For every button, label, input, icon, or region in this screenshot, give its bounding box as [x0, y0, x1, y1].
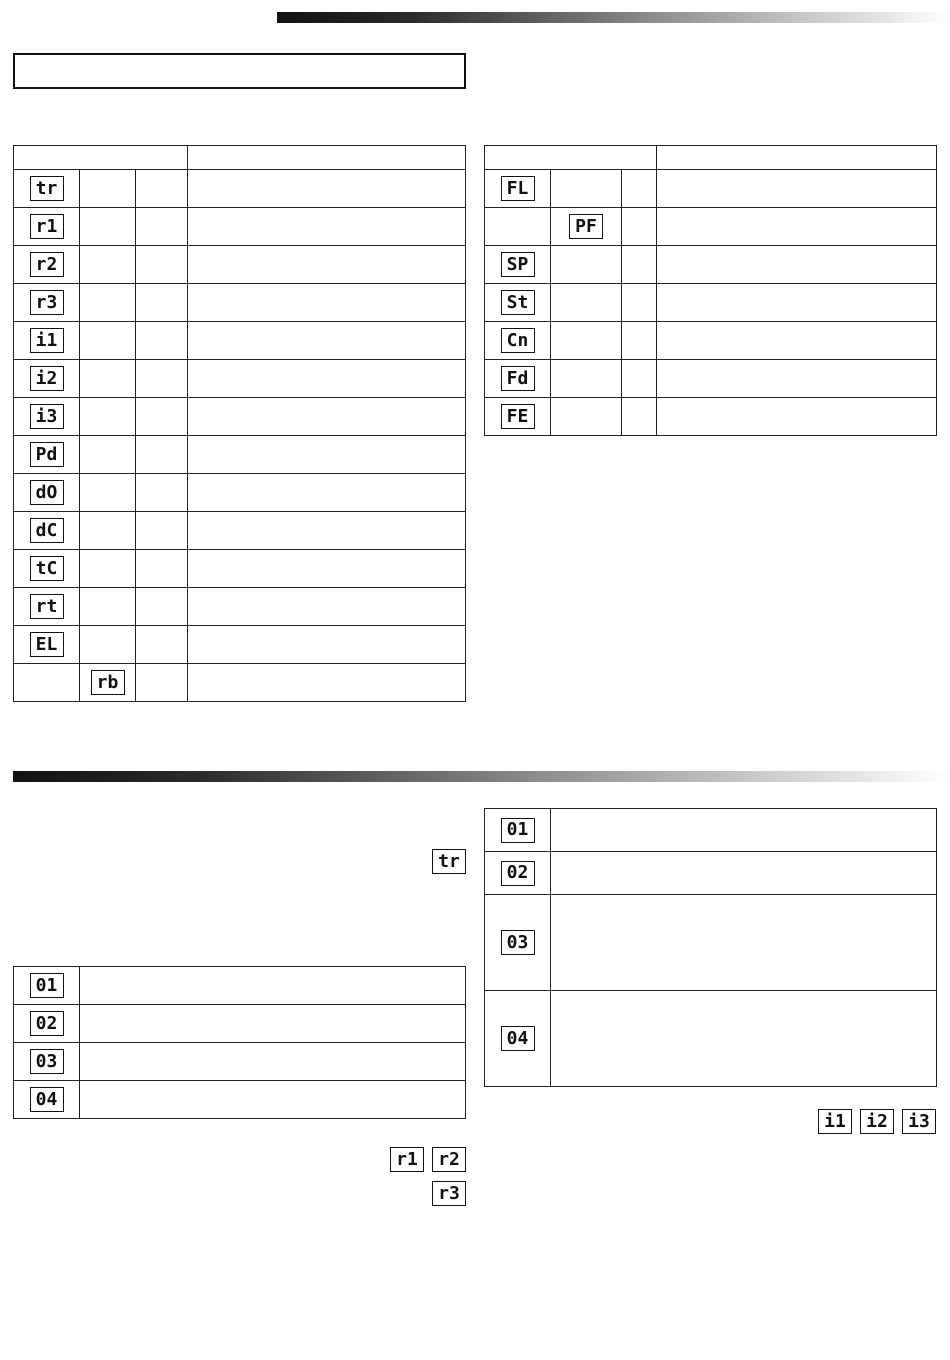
table-row	[14, 1005, 466, 1043]
description-cell	[188, 246, 466, 284]
code-cell	[551, 284, 622, 322]
code-cell	[136, 474, 188, 512]
code-cell	[485, 895, 551, 991]
code-cell	[80, 626, 136, 664]
code-cell	[485, 208, 551, 246]
code-cell	[14, 284, 80, 322]
table-row	[14, 284, 466, 322]
code-cell	[551, 170, 622, 208]
display-code-i3-icon: i3	[902, 1109, 936, 1134]
description-cell	[551, 809, 937, 852]
table-row	[14, 626, 466, 664]
option-table-large	[484, 808, 937, 1087]
code-cell	[14, 436, 80, 474]
table-header-row	[14, 146, 466, 170]
code-cell	[136, 208, 188, 246]
code-cell	[80, 284, 136, 322]
table-row	[14, 360, 466, 398]
description-cell	[657, 284, 937, 322]
description-cell	[657, 246, 937, 284]
code-cell	[14, 588, 80, 626]
code-cell	[80, 588, 136, 626]
description-cell	[188, 512, 466, 550]
description-cell	[657, 322, 937, 360]
header-cell	[657, 146, 937, 170]
code-cell	[14, 1081, 80, 1119]
code-cell	[136, 588, 188, 626]
description-cell	[80, 1081, 466, 1119]
display-code-icon: i3	[30, 404, 64, 429]
description-cell	[80, 1005, 466, 1043]
code-cell	[136, 550, 188, 588]
title-box	[13, 53, 466, 89]
table-row	[485, 322, 937, 360]
code-cell	[80, 550, 136, 588]
display-code-icon: FE	[501, 404, 535, 429]
code-cell	[80, 170, 136, 208]
display-code-icon: 02	[30, 1011, 64, 1036]
table-row	[14, 967, 466, 1005]
code-cell	[485, 991, 551, 1087]
code-cell	[136, 170, 188, 208]
display-code-icon: SP	[501, 252, 535, 277]
display-code-tr-icon: tr	[432, 849, 466, 874]
display-code-icon: r1	[30, 214, 64, 239]
table-row	[485, 895, 937, 991]
code-cell	[14, 626, 80, 664]
description-cell	[551, 852, 937, 895]
display-code-icon: i1	[30, 328, 64, 353]
display-code-r2-icon: r2	[432, 1147, 466, 1172]
table-row	[485, 852, 937, 895]
code-cell	[485, 398, 551, 436]
table-row	[14, 436, 466, 474]
display-code-icon: rt	[30, 594, 64, 619]
code-cell	[14, 398, 80, 436]
code-cell	[551, 208, 622, 246]
code-cell	[14, 1005, 80, 1043]
display-code-i2-icon: i2	[860, 1109, 894, 1134]
code-cell	[551, 398, 622, 436]
description-cell	[188, 208, 466, 246]
code-cell	[136, 398, 188, 436]
display-code-icon: 01	[30, 973, 64, 998]
display-code-icon: Fd	[501, 366, 535, 391]
code-cell	[80, 360, 136, 398]
description-cell	[188, 664, 466, 702]
display-code-icon: r3	[30, 290, 64, 315]
description-cell	[188, 436, 466, 474]
display-code-icon: 04	[501, 1026, 535, 1051]
display-code-icon: 01	[501, 818, 535, 843]
table-row	[485, 991, 937, 1087]
table-row	[485, 208, 937, 246]
code-cell	[14, 208, 80, 246]
display-code-icon: 02	[501, 861, 535, 886]
description-cell	[657, 170, 937, 208]
description-cell	[188, 322, 466, 360]
table-row	[14, 1081, 466, 1119]
code-cell	[14, 664, 80, 702]
table-row	[14, 1043, 466, 1081]
header-cell	[485, 146, 657, 170]
display-code-icon: Pd	[30, 442, 64, 467]
code-cell	[485, 360, 551, 398]
code-cell	[80, 322, 136, 360]
display-code-icon: 03	[501, 930, 535, 955]
code-cell	[14, 550, 80, 588]
code-cell	[622, 246, 657, 284]
display-code-icon: tC	[30, 556, 64, 581]
code-cell	[485, 322, 551, 360]
code-cell	[14, 474, 80, 512]
description-cell	[188, 588, 466, 626]
description-cell	[657, 208, 937, 246]
code-cell	[80, 398, 136, 436]
display-code-i1-icon: i1	[818, 1109, 852, 1134]
description-cell	[188, 474, 466, 512]
table-row	[485, 398, 937, 436]
table-row	[14, 246, 466, 284]
display-code-icon: EL	[30, 632, 64, 657]
code-cell	[80, 208, 136, 246]
code-cell	[551, 246, 622, 284]
code-cell	[80, 474, 136, 512]
display-code-icon: rb	[91, 670, 125, 695]
code-cell	[622, 170, 657, 208]
description-cell	[188, 626, 466, 664]
display-code-icon: tr	[30, 176, 64, 201]
table-row	[485, 809, 937, 852]
code-cell	[136, 664, 188, 702]
code-cell	[136, 626, 188, 664]
code-cell	[551, 322, 622, 360]
code-cell	[485, 852, 551, 895]
code-cell	[136, 512, 188, 550]
display-code-icon: St	[501, 290, 535, 315]
description-cell	[551, 991, 937, 1087]
table-row	[14, 398, 466, 436]
table-row	[14, 588, 466, 626]
description-cell	[551, 895, 937, 991]
description-cell	[188, 284, 466, 322]
code-cell	[80, 512, 136, 550]
code-cell	[136, 246, 188, 284]
table-header-row	[485, 146, 937, 170]
display-code-r1-icon: r1	[390, 1147, 424, 1172]
code-cell	[622, 208, 657, 246]
header-cell	[188, 146, 466, 170]
display-code-icon: PF	[569, 214, 603, 239]
table-row	[14, 170, 466, 208]
option-table-small	[13, 966, 466, 1119]
table-row	[485, 246, 937, 284]
display-code-icon: 03	[30, 1049, 64, 1074]
display-code-icon: Cn	[501, 328, 535, 353]
display-code-icon: dC	[30, 518, 64, 543]
code-cell	[14, 170, 80, 208]
code-cell	[14, 512, 80, 550]
display-code-icon: i2	[30, 366, 64, 391]
display-code-icon: 04	[30, 1087, 64, 1112]
description-cell	[188, 398, 466, 436]
table-row	[14, 208, 466, 246]
table-row	[485, 170, 937, 208]
code-cell	[622, 360, 657, 398]
description-cell	[80, 967, 466, 1005]
code-cell	[485, 284, 551, 322]
table-row	[14, 550, 466, 588]
code-cell	[14, 322, 80, 360]
display-code-r3-icon: r3	[432, 1181, 466, 1206]
code-cell	[14, 1043, 80, 1081]
code-cell	[551, 360, 622, 398]
table-row	[485, 284, 937, 322]
description-cell	[188, 550, 466, 588]
code-cell	[485, 246, 551, 284]
table-row	[14, 474, 466, 512]
description-cell	[188, 360, 466, 398]
table-row	[485, 360, 937, 398]
section-gradient-bar	[13, 771, 950, 782]
code-cell	[14, 967, 80, 1005]
description-cell	[188, 170, 466, 208]
right-parameter-table	[484, 145, 937, 436]
description-cell	[80, 1043, 466, 1081]
code-cell	[136, 322, 188, 360]
table-row	[14, 512, 466, 550]
code-cell	[14, 360, 80, 398]
display-code-icon: dO	[30, 480, 64, 505]
code-cell	[80, 246, 136, 284]
code-cell	[622, 322, 657, 360]
code-cell	[80, 436, 136, 474]
header-gradient-bar	[277, 12, 950, 23]
code-cell	[136, 360, 188, 398]
code-cell	[622, 398, 657, 436]
code-cell	[80, 664, 136, 702]
display-code-icon: FL	[501, 176, 535, 201]
code-cell	[622, 284, 657, 322]
display-code-icon: r2	[30, 252, 64, 277]
table-row	[14, 322, 466, 360]
left-parameter-table	[13, 145, 466, 702]
description-cell	[657, 398, 937, 436]
code-cell	[14, 246, 80, 284]
code-cell	[136, 436, 188, 474]
code-cell	[485, 170, 551, 208]
code-cell	[136, 284, 188, 322]
table-row	[14, 664, 466, 702]
description-cell	[657, 360, 937, 398]
header-cell	[14, 146, 188, 170]
code-cell	[485, 809, 551, 852]
